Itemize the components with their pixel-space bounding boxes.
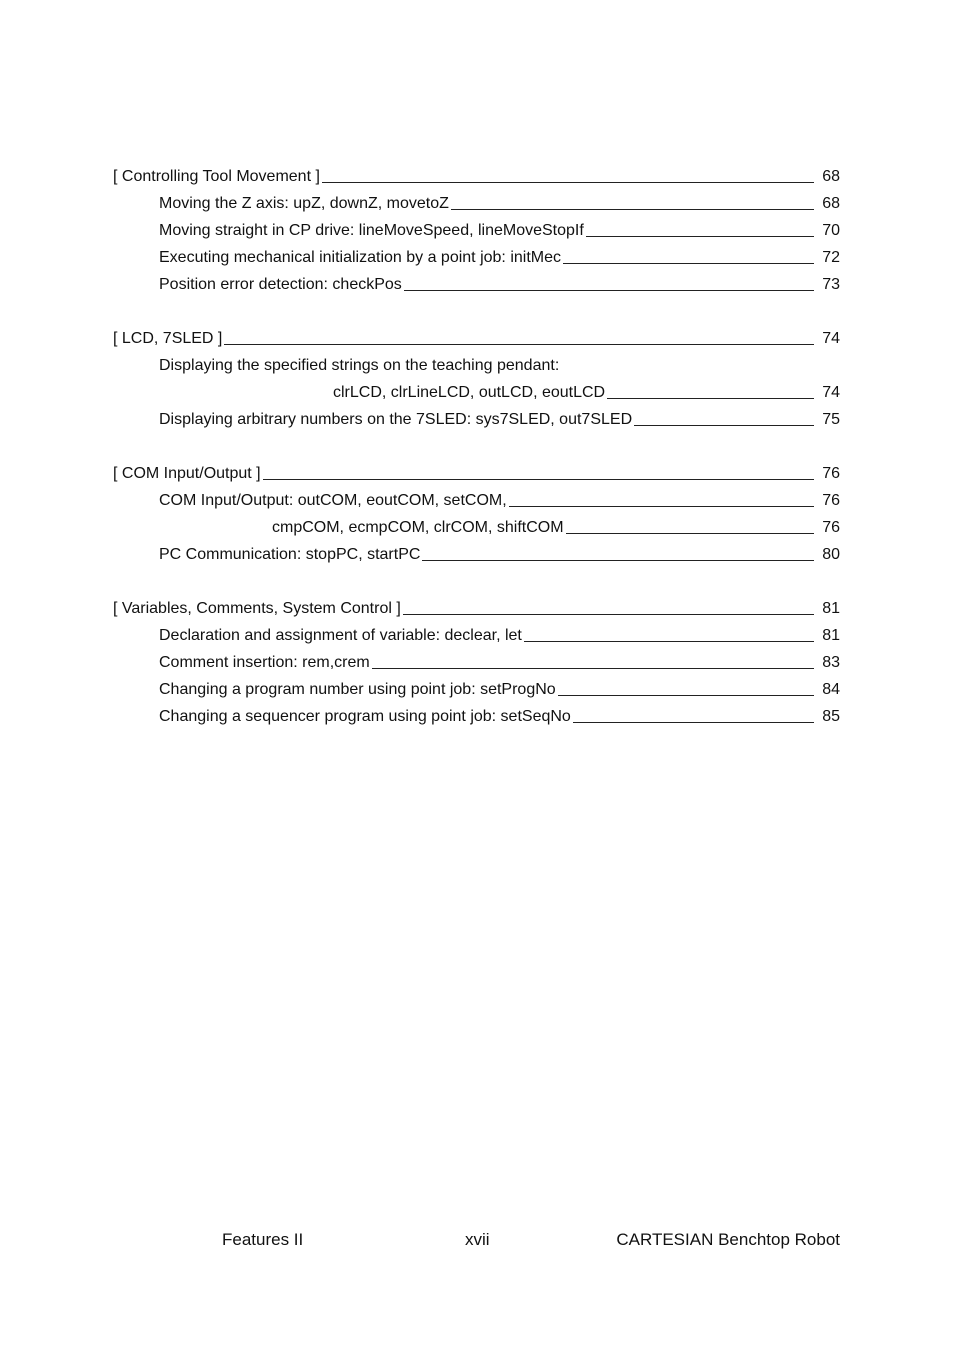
leader-line: [422, 560, 814, 561]
toc-section-title: [ LCD, 7SLED ]: [113, 330, 223, 347]
toc-entry-text: Executing mechanical initialization by a point job: initMec: [159, 249, 561, 266]
page-number: 80: [822, 546, 840, 563]
page-number: 72: [822, 249, 840, 266]
page-number: 83: [822, 654, 840, 671]
toc-entry-text: cmpCOM, ecmpCOM, clrCOM, shiftCOM: [272, 519, 564, 536]
toc-entry-text: clrLCD, clrLineLCD, outLCD, eoutLCD: [333, 384, 606, 401]
toc-section-heading[interactable]: [113, 325, 840, 352]
leader-line: [586, 236, 814, 237]
leader-line: [634, 425, 814, 426]
toc-entry-text: COM Input/Output: outCOM, eoutCOM, setCOM,: [159, 492, 507, 509]
leader-line: [573, 722, 814, 723]
toc-entry[interactable]: [113, 271, 840, 298]
toc-entry-text: Changing a program number using point job: setProgNo: [159, 681, 556, 698]
toc-entry-text: PC Communication: stopPC, startPC: [159, 546, 421, 563]
toc-entry[interactable]: [113, 217, 840, 244]
leader-line: [224, 344, 814, 345]
toc-entry-text: Position error detection: checkPos: [159, 276, 402, 293]
page-number: 84: [822, 681, 840, 698]
leader-line: [263, 479, 814, 480]
toc-entry-text: Moving the Z axis: upZ, downZ, movetoZ: [159, 195, 449, 212]
toc-entry-text: Changing a sequencer program using point job: setSeqNo: [159, 708, 571, 725]
section-spacer: [113, 568, 840, 595]
page-number: 70: [822, 222, 840, 239]
leader-line: [563, 263, 814, 264]
leader-line: [524, 641, 814, 642]
page-number: 81: [822, 627, 840, 644]
table-of-contents: [113, 163, 840, 730]
toc-section-heading[interactable]: [113, 595, 840, 622]
toc-entry-continuation[interactable]: [113, 379, 840, 406]
toc-entry-text: Displaying arbitrary numbers on the 7SLED: sys7SLED, out7SLED: [159, 411, 633, 428]
page-number: 75: [822, 411, 840, 428]
leader-line: [607, 398, 814, 399]
footer-page-number: xvii: [465, 1230, 490, 1249]
toc-entry[interactable]: [113, 406, 840, 433]
toc-section-heading[interactable]: [113, 460, 840, 487]
footer-chapter: Features II: [222, 1230, 304, 1249]
toc-entry[interactable]: [113, 352, 840, 379]
toc-section-title: [ Variables, Comments, System Control ]: [113, 600, 401, 617]
toc-entry-continuation[interactable]: [113, 514, 840, 541]
page-number: 76: [822, 519, 840, 536]
toc-entry[interactable]: [113, 649, 840, 676]
page-number: 85: [822, 708, 840, 725]
toc-entry[interactable]: [113, 622, 840, 649]
toc-entry[interactable]: [113, 487, 840, 514]
page-number: 68: [822, 168, 840, 185]
leader-line: [566, 533, 814, 534]
leader-line: [403, 614, 814, 615]
leader-line: [322, 182, 814, 183]
section-spacer: [113, 298, 840, 325]
toc-entry-text: Moving straight in CP drive: lineMoveSpeed, lineMoveStopIf: [159, 222, 584, 239]
toc-entry-text: Declaration and assignment of variable: declear, let: [159, 627, 522, 644]
toc-entry[interactable]: [113, 541, 840, 568]
page-number: 74: [822, 330, 840, 347]
page-number: 73: [822, 276, 840, 293]
footer-product-name: CARTESIAN Benchtop Robot: [616, 1230, 840, 1249]
toc-entry[interactable]: [113, 703, 840, 730]
toc-entry[interactable]: [113, 676, 840, 703]
leader-line: [404, 290, 814, 291]
section-spacer: [113, 433, 840, 460]
toc-entry[interactable]: [113, 244, 840, 271]
toc-entry[interactable]: [113, 190, 840, 217]
page-number: 81: [822, 600, 840, 617]
page-number: 68: [822, 195, 840, 212]
leader-line: [372, 668, 814, 669]
page-number: 74: [822, 384, 840, 401]
toc-section-title: [ Controlling Tool Movement ]: [113, 168, 320, 185]
page-number: 76: [822, 492, 840, 509]
toc-section-heading[interactable]: [113, 163, 840, 190]
page-number: 76: [822, 465, 840, 482]
toc-section-title: [ COM Input/Output ]: [113, 465, 261, 482]
leader-line: [509, 506, 814, 507]
leader-line: [558, 695, 814, 696]
toc-entry-text: Displaying the specified strings on the teaching pendant:: [159, 357, 560, 374]
leader-line: [451, 209, 814, 210]
toc-entry-text: Comment insertion: rem,crem: [159, 654, 370, 671]
